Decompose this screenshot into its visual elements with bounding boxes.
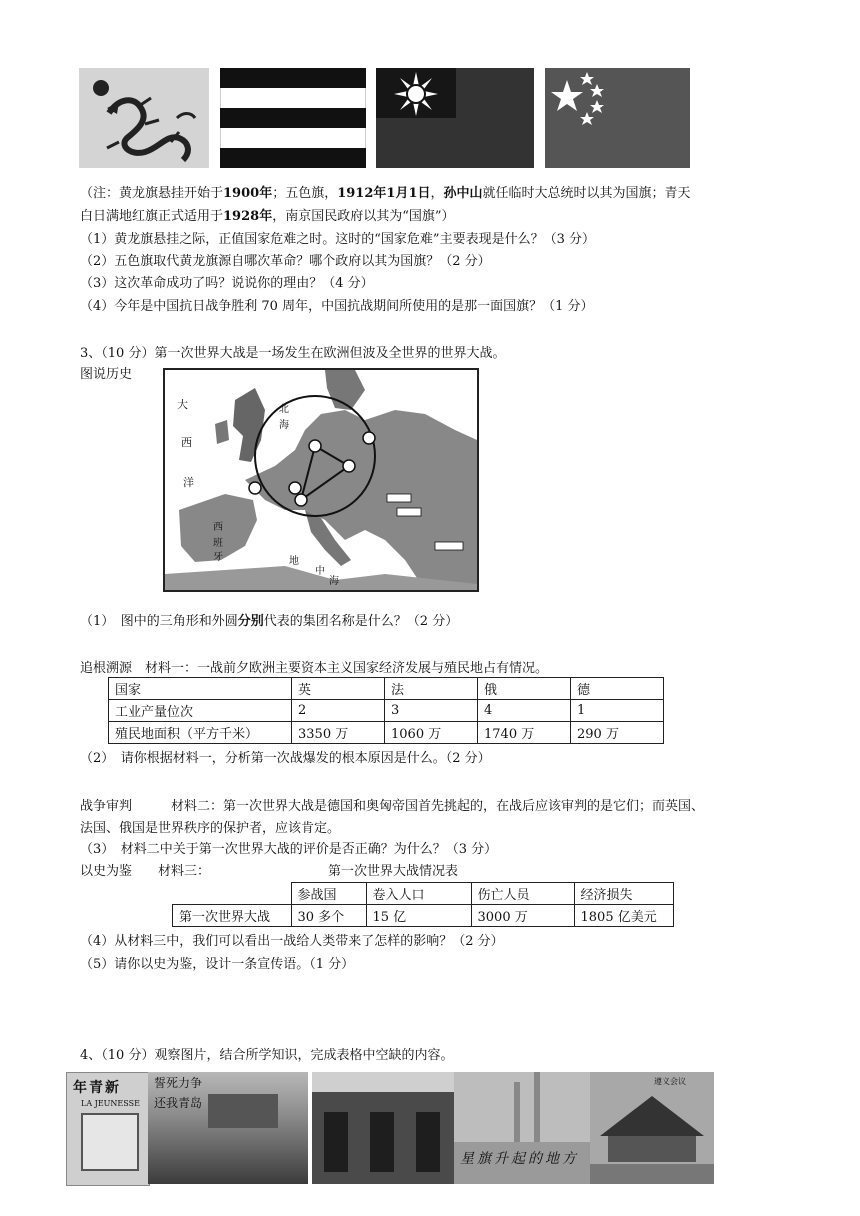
protest-slogan-1: 誓死力争	[154, 1076, 203, 1090]
map-word: 北	[279, 404, 289, 415]
table-header-row	[109, 678, 664, 700]
question-emphasis: 分别	[237, 614, 264, 629]
q3-question-4: （4）从材料三中，我们可以看出一战给人类带来了怎样的影响？（2 分）	[80, 934, 504, 949]
note-year-1928: 1928年	[223, 209, 273, 224]
q3-question-1	[80, 612, 458, 631]
note-date-1912: 1912年1月1日	[337, 186, 431, 201]
table-cell: 2	[292, 700, 385, 722]
table-cell: 1	[571, 700, 664, 722]
dragon-icon	[79, 68, 209, 168]
flag-note-line2	[80, 207, 455, 226]
note-text: ；五色旗，	[272, 186, 338, 201]
flag-question-3: （3）这次革命成功了吗？说说你的理由？（4 分）	[80, 276, 374, 291]
table-cell: 俄	[478, 678, 571, 700]
map-label: 图说历史	[80, 367, 133, 382]
note-text: ，南京国民政府以其为“国旗”）	[272, 209, 455, 224]
map-word: 大	[177, 398, 188, 411]
table-cell: 德	[571, 678, 664, 700]
table-cell: 30 多个	[291, 905, 366, 927]
table-cell: 4	[478, 700, 571, 722]
table-cell: 英	[292, 678, 385, 700]
table-cell: 伤亡人员	[471, 883, 574, 905]
europe-map	[163, 368, 479, 592]
material-3-label: 以史为鉴 材料三：	[80, 864, 211, 879]
table-cell: 1740 万	[478, 722, 571, 744]
table-cell: 1805 亿美元	[574, 905, 673, 927]
map-word: 西	[181, 436, 192, 449]
war-summary-table	[172, 882, 674, 927]
table-cell: 第一次世界大战	[173, 905, 292, 927]
note-text: ，	[430, 186, 444, 201]
q3-heading: 3、（10 分）第一次世界大战是一场发生在欧洲但波及全世界的世界大战。	[80, 346, 506, 361]
map-word: 地	[289, 556, 299, 567]
flag-note-line1	[80, 184, 691, 203]
note-text: 白日满地红旗正式适用于	[80, 209, 224, 224]
table-cell: 3350 万	[292, 722, 385, 744]
table-header-row	[173, 883, 674, 905]
flag-question-2: （2）五色旗取代黄龙旗源自哪次革命？哪个政府以其为国旗？（2 分）	[80, 254, 491, 269]
table-cell: 1060 万	[385, 722, 478, 744]
map-word: 牙	[213, 552, 223, 563]
table-row	[173, 905, 674, 927]
map-word: 西	[213, 522, 223, 533]
first-congress-building-photo	[312, 1072, 454, 1184]
table-row	[109, 722, 664, 744]
europe-map-drawing	[165, 370, 477, 590]
map-word: 海	[279, 420, 289, 431]
magazine-subtitle: LA JEUNESSE	[81, 1099, 140, 1108]
q3-question-5: （5）请你以史为鉴，设计一条宣传语。（1 分）	[80, 957, 355, 972]
q4-heading: 4、（10 分）观察图片，结合所学知识，完成表格中空缺的内容。	[80, 1048, 454, 1063]
table-cell: 国家	[109, 678, 292, 700]
white-sun-icon	[394, 72, 438, 116]
q3-question-3: （3） 材料二中关于第一次世界大战的评价是否正确？为什么？（3 分）	[80, 842, 498, 857]
material-2-line1: 战争审判 材料二：第一次世界大战是德国和奥匈帝国首先挑起的，在战后应该审判的是它们；而英国、	[80, 799, 705, 814]
flag-question-4: （4）今年是中国抗日战争胜利 70 周年，中国抗战期间所使用的是那一面国旗？（1 分）	[80, 299, 594, 314]
note-year-1900: 1900年	[223, 186, 273, 201]
magazine-title: 年青新	[73, 1080, 121, 1096]
table-cell: 3000 万	[471, 905, 574, 927]
flag-question-1: （1）黄龙旗悬挂之际，正值国家危难之时。这时的“国家危难”主要表现是什么？（3 分）	[80, 232, 595, 247]
table-cell: 法	[385, 678, 478, 700]
five-color-flag	[220, 68, 366, 168]
question-text: （1） 图中的三角形和外圆	[80, 614, 238, 629]
map-word: 中	[315, 566, 325, 577]
zunyi-caption: 遵义会议	[654, 1077, 686, 1086]
map-word: 海	[329, 576, 339, 587]
q3-question-2: （2） 请你根据材料一，分析第一次战爆发的根本原因是什么。（2 分）	[80, 751, 491, 766]
economy-table	[108, 677, 664, 744]
material-2-line2: 法国、俄国是世界秩序的保护者，应该肯定。	[80, 821, 341, 836]
table-cell: 卷入人口	[366, 883, 471, 905]
table-cell: 参战国	[291, 883, 366, 905]
table-cell	[173, 883, 292, 905]
zunyi-conference-photo	[590, 1072, 714, 1184]
note-text: （注：黄龙旗悬挂开始于	[80, 186, 224, 201]
material-1: 追根溯源 材料一：一战前夕欧洲主要资本主义国家经济发展与殖民地占有情况。	[80, 661, 549, 676]
question-text: 代表的集团名称是什么？（2 分）	[263, 614, 459, 629]
table-cell: 殖民地面积（平方千米）	[109, 722, 292, 744]
note-person: 孙中山	[443, 186, 483, 201]
table2-title: 第一次世界大战情况表	[328, 864, 459, 879]
table-cell: 290 万	[571, 722, 664, 744]
uprising-caption: 星旗升起的地方	[460, 1151, 579, 1167]
blue-sky-white-sun-flag	[376, 68, 534, 168]
note-text: 就任临时大总统时以其为国旗；青天	[482, 186, 691, 201]
five-star-red-flag	[545, 68, 690, 168]
yellow-dragon-flag	[79, 68, 209, 168]
table-cell: 经济损失	[574, 883, 673, 905]
table-cell: 15 亿	[366, 905, 471, 927]
nanchang-uprising-photo	[454, 1072, 590, 1184]
map-word: 洋	[183, 476, 194, 489]
table-cell: 3	[385, 700, 478, 722]
table-cell: 工业产量位次	[109, 700, 292, 722]
map-word: 班	[213, 538, 223, 549]
new-youth-magazine-photo	[66, 1072, 150, 1186]
five-stars-icon	[545, 68, 690, 168]
may-fourth-protest-photo	[148, 1072, 308, 1184]
protest-slogan-2: 还我青岛	[154, 1096, 203, 1110]
table-row	[109, 700, 664, 722]
